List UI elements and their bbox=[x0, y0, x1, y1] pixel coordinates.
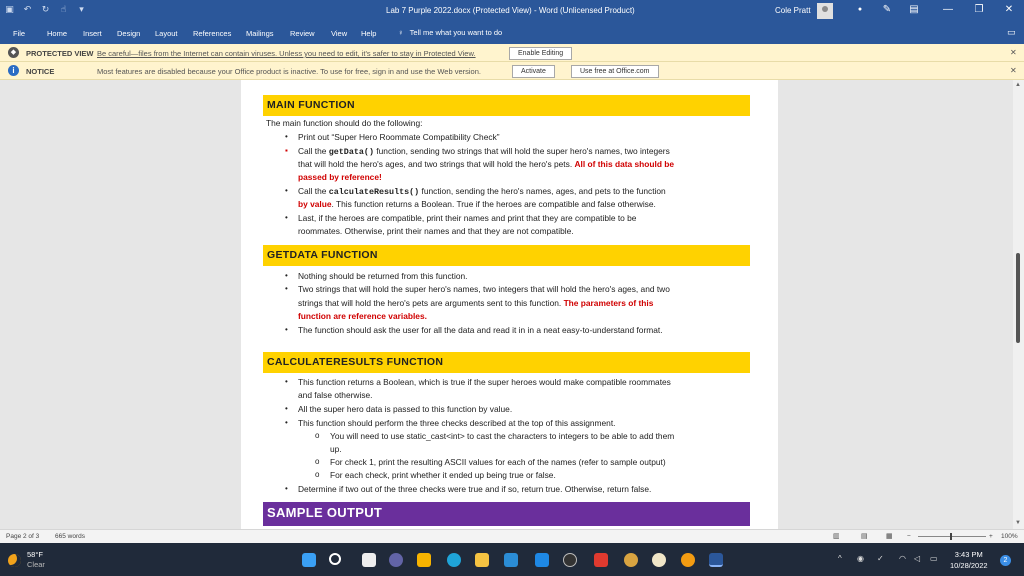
main-bullet-3-cont: by value. This function returns a Boolean. True if the heroes are compatible and false otherwise. bbox=[298, 199, 656, 209]
document-area[interactable] bbox=[0, 80, 1013, 529]
notice-bar bbox=[0, 62, 1024, 80]
bullet-icon: • bbox=[285, 404, 288, 413]
bullet-icon: • bbox=[285, 132, 288, 141]
main-bullet-4: Last, if the heroes are compatible, print their names and print that they are compatible to be bbox=[298, 213, 637, 223]
weather-condition: Clear bbox=[27, 560, 45, 569]
close-icon[interactable]: ✕ bbox=[1004, 4, 1014, 15]
tab-review[interactable]: Review bbox=[290, 29, 315, 38]
tab-home[interactable]: Home bbox=[47, 29, 68, 38]
bullet-icon: ▪ bbox=[285, 146, 288, 155]
scroll-up-icon[interactable]: ▲ bbox=[1015, 82, 1021, 88]
getdata-bullet-3: The function should ask the user for all the data and read it in in a neat easy-to-understand format. bbox=[298, 325, 663, 335]
getdata-bullet-2: Two strings that will hold the super hero's names, two integers that will hold the hero's ages, and two bbox=[298, 284, 670, 294]
sub-bullet-icon: o bbox=[315, 470, 320, 479]
main-bullet-2: Call the getData() function, sending two strings that will hold the super hero's names, two integers bbox=[298, 146, 670, 157]
notification-badge[interactable]: 2 bbox=[1000, 555, 1011, 566]
tab-layout[interactable]: Layout bbox=[155, 29, 178, 38]
avatar[interactable] bbox=[817, 3, 833, 19]
pen-icon[interactable]: ✎ bbox=[882, 4, 892, 15]
quick-access-toolbar bbox=[4, 4, 87, 15]
info-icon: i bbox=[8, 65, 19, 76]
bullet-icon: • bbox=[285, 377, 288, 386]
office-icon[interactable] bbox=[594, 553, 608, 567]
show-hidden-icons-icon[interactable]: ^ bbox=[838, 554, 842, 563]
moon-icon bbox=[8, 554, 21, 567]
main-function-heading: MAIN FUNCTION bbox=[263, 95, 750, 116]
page-count[interactable]: Page 2 of 3 bbox=[6, 533, 40, 540]
lightbulb-icon: ♀ bbox=[398, 28, 404, 37]
battery-icon[interactable]: ▭ bbox=[930, 554, 938, 563]
calc-bullet-1-cont: and false otherwise. bbox=[298, 390, 373, 400]
notice-message: Most features are disabled because your Office product is inactive. To use for free, sign in and use the Web version. bbox=[97, 67, 481, 76]
search-icon[interactable] bbox=[329, 553, 341, 565]
main-bullet-1: Print out “Super Hero Roommate Compatibility Check” bbox=[298, 132, 500, 142]
print-layout-icon[interactable]: ▤ bbox=[861, 533, 868, 540]
zoom-level[interactable]: 100% bbox=[1001, 533, 1018, 540]
zoom-slider-thumb[interactable] bbox=[950, 533, 952, 540]
word-count[interactable]: 665 words bbox=[55, 533, 85, 540]
task-view-icon[interactable] bbox=[362, 553, 376, 567]
temperature: 58°F bbox=[27, 550, 43, 559]
calc-bullet-4: Determine if two out of the three checks were true and if so, return true. Otherwise, return false. bbox=[298, 484, 652, 494]
tab-view[interactable]: View bbox=[331, 29, 348, 38]
mail-icon[interactable] bbox=[535, 553, 549, 567]
notice-label: NOTICE bbox=[26, 67, 55, 76]
document-page[interactable] bbox=[241, 80, 778, 529]
bullet-icon: • bbox=[285, 484, 288, 493]
comments-icon[interactable]: ▭ bbox=[1007, 27, 1016, 37]
main-bullet-3: Call the calculateResults() function, sending the hero's names, ages, and pets to the function bbox=[298, 186, 666, 197]
calc-sub-2: For check 1, print the resulting ASCII values for each of the names (refer to sample output) bbox=[330, 457, 666, 467]
status-bar bbox=[0, 529, 1024, 543]
getdata-bullet-1: Nothing should be returned from this function. bbox=[298, 271, 468, 281]
chat-icon[interactable] bbox=[389, 553, 403, 567]
bullet-icon: • bbox=[285, 186, 288, 195]
calc-sub-3: For each check, print whether it ended up being true or false. bbox=[330, 470, 556, 480]
undo-icon[interactable]: ↶ bbox=[23, 4, 32, 14]
close-notice-icon[interactable]: ✕ bbox=[1010, 66, 1017, 75]
save-icon[interactable]: ▣ bbox=[5, 4, 14, 14]
read-mode-icon[interactable]: ▥ bbox=[833, 533, 840, 540]
main-bullet-4-cont: roommates. Otherwise, print their names and that they are not compatible. bbox=[298, 226, 574, 236]
user-name[interactable]: Cole Pratt bbox=[775, 6, 811, 15]
getdata-bullet-2-cont: strings that will hold the hero's pets are arguments sent to this function. The parameters of this bbox=[298, 298, 654, 308]
tell-me-label: Tell me what you want to do bbox=[409, 28, 503, 37]
sample-output-heading: SAMPLE OUTPUT bbox=[263, 502, 750, 526]
sub-bullet-icon: o bbox=[315, 457, 320, 466]
protected-view-message[interactable]: Be careful—files from the Internet can contain viruses. Unless you need to edit, it's safer to stay in Protected View. bbox=[97, 49, 476, 58]
calc-sub-1-cont: up. bbox=[330, 444, 342, 454]
edge-icon[interactable] bbox=[447, 553, 461, 567]
getdata-bullet-2-red: function are reference variables. bbox=[298, 311, 427, 321]
weather-widget[interactable] bbox=[8, 550, 45, 570]
dell-icon[interactable] bbox=[563, 553, 577, 567]
tab-help[interactable]: Help bbox=[361, 29, 377, 38]
date: 10/28/2022 bbox=[950, 561, 988, 570]
zoom-in-icon[interactable]: + bbox=[989, 533, 993, 540]
tab-insert[interactable]: Insert bbox=[83, 29, 102, 38]
tab-references[interactable]: References bbox=[193, 29, 232, 38]
getdata-heading: GETDATA FUNCTION bbox=[263, 245, 750, 266]
close-bar-icon[interactable]: ✕ bbox=[1010, 48, 1017, 57]
tab-mailings[interactable]: Mailings bbox=[246, 29, 274, 38]
volume-icon[interactable]: ◁ bbox=[914, 554, 921, 563]
bullet-icon: • bbox=[285, 418, 288, 427]
sub-bullet-icon: o bbox=[315, 431, 320, 440]
shield-icon: ◆ bbox=[8, 47, 19, 58]
store-icon[interactable] bbox=[504, 553, 518, 567]
main-bullet-2-cont: that will hold the hero's ages, and two strings that will hold the hero's pets. All of this data should be bbox=[298, 159, 675, 169]
dot-icon: ● bbox=[857, 6, 863, 13]
widgets-icon[interactable] bbox=[417, 553, 431, 567]
bullet-icon: • bbox=[285, 213, 288, 222]
redo-icon[interactable]: ↻ bbox=[41, 4, 50, 14]
ribbon-display-options-icon[interactable]: ▤ bbox=[909, 4, 919, 15]
protected-view-bar bbox=[0, 44, 1024, 62]
calc-sub-1: You will need to use static_cast<int> to cast the characters to integers to be able to add them bbox=[330, 431, 675, 441]
scrollbar-thumb[interactable] bbox=[1016, 253, 1020, 343]
calculateresults-heading: CALCULATERESULTS FUNCTION bbox=[263, 352, 750, 373]
protected-view-label: PROTECTED VIEW bbox=[26, 49, 94, 58]
web-layout-icon[interactable]: ▦ bbox=[886, 533, 893, 540]
window-title: Lab 7 Purple 2022.docx (Protected View) - Word (Unlicensed Product) bbox=[386, 6, 635, 15]
tab-file[interactable]: File bbox=[13, 29, 26, 38]
clock[interactable] bbox=[950, 549, 988, 571]
calc-bullet-2: All the super hero data is passed to this function by value. bbox=[298, 404, 513, 414]
main-intro: The main function should do the following: bbox=[266, 118, 423, 128]
ribbon-tabs bbox=[0, 23, 1024, 44]
customize-toolbar-icon[interactable]: ▾ bbox=[79, 4, 84, 14]
touch-mode-icon[interactable]: ☝ bbox=[60, 4, 67, 14]
calc-bullet-3: This function should perform the three checks described at the top of this assignment. bbox=[298, 418, 616, 428]
minimize-icon[interactable]: — bbox=[943, 4, 953, 15]
word-icon[interactable] bbox=[709, 553, 723, 567]
file-explorer-icon[interactable] bbox=[475, 553, 489, 567]
bullet-icon: • bbox=[285, 284, 288, 293]
shield-tray-icon[interactable]: ✓ bbox=[877, 554, 884, 563]
wifi-icon[interactable]: ◠ bbox=[899, 554, 906, 563]
time: 3:43 PM bbox=[954, 550, 983, 559]
start-icon[interactable] bbox=[302, 553, 316, 567]
defender-icon[interactable]: ◉ bbox=[857, 554, 864, 563]
chrome-icon[interactable] bbox=[681, 553, 695, 567]
main-bullet-2-red: passed by reference! bbox=[298, 172, 382, 182]
pizza-app-icon[interactable] bbox=[652, 553, 666, 567]
tab-design[interactable]: Design bbox=[117, 29, 141, 38]
bullet-icon: • bbox=[285, 271, 288, 280]
use-web-button[interactable]: Use free at Office.com bbox=[571, 65, 659, 78]
scroll-down-icon[interactable]: ▼ bbox=[1015, 520, 1021, 526]
calc-bullet-1: This function returns a Boolean, which is true if the super heroes would make compatible roommates bbox=[298, 377, 671, 387]
title-bar bbox=[0, 0, 1024, 23]
app-icon[interactable] bbox=[624, 553, 638, 567]
zoom-slider[interactable] bbox=[918, 536, 986, 537]
zoom-out-icon[interactable]: − bbox=[907, 533, 911, 540]
tell-me-box[interactable] bbox=[398, 28, 502, 37]
taskbar bbox=[0, 543, 1024, 576]
vertical-scrollbar[interactable] bbox=[1013, 80, 1024, 529]
restore-icon[interactable]: ❐ bbox=[974, 4, 984, 15]
activate-button[interactable]: Activate bbox=[512, 65, 555, 78]
enable-editing-button[interactable]: Enable Editing bbox=[509, 47, 572, 60]
bullet-icon: • bbox=[285, 325, 288, 334]
